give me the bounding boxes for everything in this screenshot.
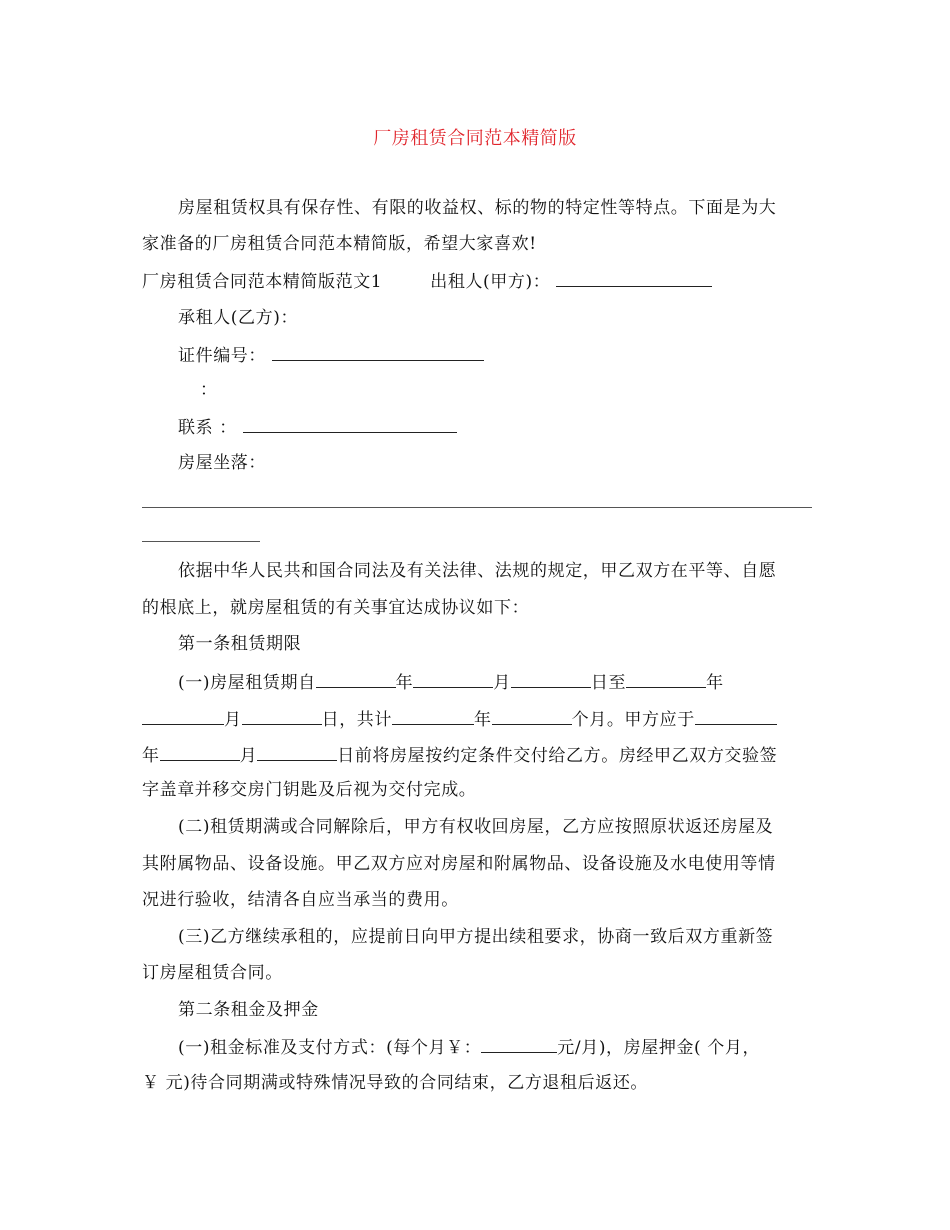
contact-blank bbox=[243, 414, 457, 433]
location-blank-line-2 bbox=[142, 541, 260, 542]
article-2-heading: 第二条租金及押金 bbox=[178, 1000, 319, 1020]
basis-line-2: 的根底上，就房屋租赁的有关事宜达成协议如下： bbox=[142, 598, 530, 618]
document-title: 厂房租赁合同范本精简版 bbox=[373, 128, 577, 149]
article-1-clause-2-line-1: (二)租赁期满或合同解除后，甲方有权收回房屋，乙方应按照原状返还房屋及 bbox=[178, 817, 774, 837]
article-1-clause-2-line-2: 其附属物品、设备设施。甲乙双方应对房屋和附属物品、设备设施及水电使用等情 bbox=[142, 854, 776, 874]
id-blank bbox=[272, 342, 484, 361]
location-blank-line-1 bbox=[142, 507, 812, 508]
article-1-clause-1-line-4: 字盖章并移交房门钥匙及后视为交付完成。 bbox=[142, 780, 477, 800]
article-1-clause-1-line-3: 年 月 日前将房屋按约定条件交付给乙方。房经甲乙双方交验签 bbox=[142, 742, 814, 768]
id-label: 证件编号： bbox=[178, 346, 266, 366]
article-1-heading: 第一条租赁期限 bbox=[178, 634, 302, 654]
contact-row bbox=[142, 414, 850, 440]
colon-only: ： bbox=[200, 380, 218, 400]
article-1-clause-3-line-2: 订房屋租赁合同。 bbox=[142, 963, 283, 983]
intro-line-2: 家准备的厂房租赁合同范本精简版，希望大家喜欢! bbox=[142, 234, 537, 254]
article-1-clause-1-line-1: (一)房屋租赁期自 年 月 日至 年 bbox=[142, 669, 850, 695]
article-1-clause-2-line-3: 况进行验收，结清各自应当承当的费用。 bbox=[142, 890, 459, 910]
lessor-blank bbox=[556, 268, 712, 287]
article-1-clause-1-line-2: 月 日，共计 年 个月。甲方应于 bbox=[142, 706, 814, 732]
lessee-label: 承租人(乙方)： bbox=[178, 308, 299, 328]
intro-line-1: 房屋租赁权具有保存性、有限的收益权、标的物的特定性等特点。下面是为大 bbox=[178, 198, 777, 218]
contact-label: 联系 ： bbox=[178, 418, 237, 438]
basis-line-1: 依据中华人民共和国合同法及有关法律、法规的规定，甲乙双方在平等、自愿 bbox=[178, 561, 777, 581]
lessor-label: 出租人(甲方)： bbox=[430, 272, 551, 292]
sample-heading-row bbox=[142, 268, 814, 294]
id-row bbox=[142, 342, 850, 368]
article-2-clause-1-line-1: (一)租金标准及支付方式：(每个月￥： 元/月)，房屋押金( 个月， bbox=[142, 1034, 850, 1060]
sample-heading: 厂房租赁合同范本精简版范文1 bbox=[142, 272, 383, 292]
article-2-clause-1-line-2: ￥ 元)待合同期满或特殊情况导致的合同结束，乙方退租后返还。 bbox=[142, 1073, 649, 1093]
article-1-clause-3-line-1: (三)乙方继续承租的，应提前日向甲方提出续租要求，协商一致后双方重新签 bbox=[178, 927, 774, 947]
location-label: 房屋坐落： bbox=[178, 453, 266, 473]
